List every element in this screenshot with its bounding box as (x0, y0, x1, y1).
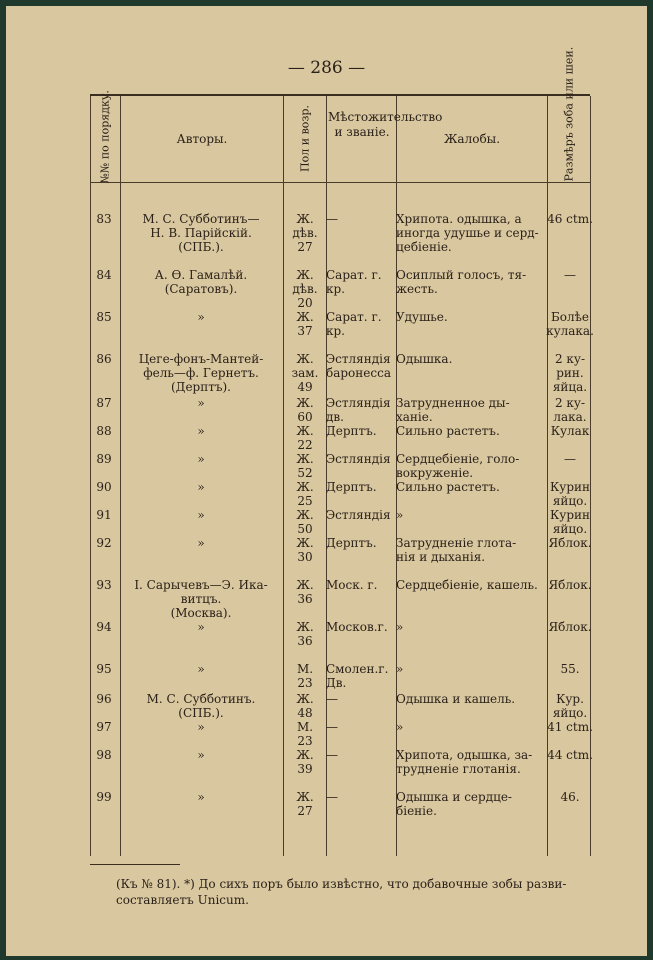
complaint-cell: Сильно растетъ. (396, 480, 500, 494)
complaint-cell: » (396, 620, 404, 634)
row-number: 86 (96, 352, 112, 366)
header-sex-age: Пол и возр. (298, 105, 312, 172)
place-cell: — (326, 790, 338, 804)
size-cell: — (564, 452, 576, 466)
complaint-cell: » (396, 720, 404, 734)
author-cell: » (197, 536, 205, 550)
row-number: 96 (96, 692, 112, 706)
header-authors: Авторы. (176, 132, 228, 146)
size-cell: 44 ctm. (547, 748, 593, 762)
complaint-cell: Одышка. (396, 352, 453, 366)
complaint-cell: Хрипота, одышка, за- трудненіе глотанія. (396, 748, 533, 776)
place-cell: — (326, 212, 338, 226)
row-number: 89 (96, 452, 112, 466)
sex-age-cell: Ж. 37 (296, 310, 314, 338)
row-number: 83 (96, 212, 112, 226)
complaint-cell: Осиплый голосъ, тя- жесть. (396, 268, 527, 296)
author-cell: » (197, 310, 205, 324)
sex-age-cell: М. 23 (296, 720, 314, 748)
complaint-cell: Сильно растетъ. (396, 424, 500, 438)
size-cell: 2 ку- лака. (553, 396, 587, 424)
header-rule (90, 182, 590, 183)
sex-age-cell: Ж. 25 (296, 480, 314, 508)
author-cell: » (197, 424, 205, 438)
sex-age-cell: Ж. 36 (296, 620, 314, 648)
place-cell: Дерптъ. (326, 536, 377, 550)
complaint-cell: Одышка и сердце- біеніе. (396, 790, 512, 818)
complaint-cell: » (396, 508, 404, 522)
sex-age-cell: Ж. зам. 49 (291, 352, 319, 394)
author-cell: » (197, 396, 205, 410)
header-place: Мѣстожительство и званіе. (328, 110, 443, 139)
size-cell: 46. (560, 790, 580, 804)
row-number: 95 (96, 662, 112, 676)
row-number: 90 (96, 480, 112, 494)
header-num: №№ по порядку. (98, 90, 112, 184)
place-cell: Сарат. г. кр. (326, 310, 382, 338)
row-number: 94 (96, 620, 112, 634)
complaint-cell: Одышка и кашель. (396, 692, 516, 706)
sex-age-cell: Ж. 60 (296, 396, 314, 424)
sex-age-cell: Ж. 39 (296, 748, 314, 776)
column-divider (90, 96, 91, 856)
size-cell: Яблок. (548, 536, 592, 550)
column-divider (283, 96, 284, 856)
author-cell: М. С. Субботинъ— Н. В. Парійскій. (СПБ.). (142, 212, 260, 254)
place-cell: Сарат. г. кр. (326, 268, 382, 296)
author-cell: » (197, 748, 205, 762)
size-cell: 46 ctm. (547, 212, 593, 226)
complaint-cell: Сердцебіеніе, кашель. (396, 578, 538, 592)
author-cell: I. Сарычевъ—Э. Ика- витцъ. (Москва). (134, 578, 268, 620)
place-cell: Эстляндія баронесса (326, 352, 391, 380)
size-cell: Кур. яйцо. (552, 692, 588, 720)
column-divider (326, 96, 327, 856)
document-page (6, 6, 647, 956)
sex-age-cell: Ж. 50 (296, 508, 314, 536)
size-cell: 41 ctm. (547, 720, 593, 734)
author-cell: М. С. Субботинъ. (СПБ.). (146, 692, 256, 720)
author-cell: » (197, 508, 205, 522)
top-rule (90, 94, 590, 96)
place-cell: — (326, 748, 338, 762)
size-cell: Курин яйцо. (549, 480, 591, 508)
row-number: 97 (96, 720, 112, 734)
author-cell: » (197, 452, 205, 466)
place-cell: Эстляндія дв. (326, 396, 391, 424)
place-cell: — (326, 692, 338, 706)
sex-age-cell: Ж. 36 (296, 578, 314, 606)
row-number: 87 (96, 396, 112, 410)
complaint-cell: Хрипота. одышка, а иногда удушье и серд- цебіеніе. (396, 212, 539, 254)
author-cell: » (197, 480, 205, 494)
column-divider (590, 96, 591, 856)
page-number: — 286 — (287, 58, 366, 78)
header-complaints: Жалобы. (443, 132, 501, 146)
place-cell: Эстляндія (326, 508, 391, 522)
size-cell: Кулак (550, 424, 590, 438)
sex-age-cell: Ж. 22 (296, 424, 314, 452)
author-cell: » (197, 620, 205, 634)
complaint-cell: Затрудненное ды- ханіе. (396, 396, 510, 424)
author-cell: А. Ѳ. Гамалѣй. (Саратовъ). (154, 268, 248, 296)
place-cell: Моск. г. (326, 578, 378, 592)
place-cell: Эстляндія (326, 452, 391, 466)
sex-age-cell: Ж. 52 (296, 452, 314, 480)
sex-age-cell: Ж. 27 (296, 790, 314, 818)
footnote: (Къ № 81). *) До сихъ поръ было извѣстно, что добавочные зобы разви- составляетъ Unicum. (116, 877, 567, 907)
sex-age-cell: М. 23 (296, 662, 314, 690)
column-divider (547, 96, 548, 856)
place-cell: Дерптъ. (326, 480, 377, 494)
complaint-cell: » (396, 662, 404, 676)
column-divider (120, 96, 121, 856)
place-cell: — (326, 720, 338, 734)
sex-age-cell: Ж. 30 (296, 536, 314, 564)
size-cell: Яблок. (548, 578, 592, 592)
complaint-cell: Удушье. (396, 310, 448, 324)
complaint-cell: Сердцебіеніе, голо- вокруженіе. (396, 452, 520, 480)
row-number: 98 (96, 748, 112, 762)
row-number: 91 (96, 508, 112, 522)
author-cell: Цеге-фонъ-Мантей- фель—ф. Гернетъ. (Дерптъ). (138, 352, 264, 394)
row-number: 88 (96, 424, 112, 438)
footnote-rule (90, 864, 180, 865)
sex-age-cell: Ж. дѣв. 27 (292, 212, 318, 254)
author-cell: » (197, 662, 205, 676)
author-cell: » (197, 790, 205, 804)
sex-age-cell: Ж. дѣв. 20 (292, 268, 318, 310)
row-number: 93 (96, 578, 112, 592)
size-cell: Яблок. (548, 620, 592, 634)
size-cell: 55. (560, 662, 580, 676)
sex-age-cell: Ж. 48 (296, 692, 314, 720)
row-number: 99 (96, 790, 112, 804)
size-cell: 2 ку- рин. яйца. (552, 352, 588, 394)
size-cell: Курин яйцо. (549, 508, 591, 536)
place-cell: Дерптъ. (326, 424, 377, 438)
row-number: 84 (96, 268, 112, 282)
header-size: Размѣръ зоба или шеи. (562, 46, 576, 182)
size-cell: — (564, 268, 576, 282)
author-cell: » (197, 720, 205, 734)
place-cell: Москов.г. (326, 620, 388, 634)
complaint-cell: Затрудненіе глота- нія и дыханія. (396, 536, 517, 564)
row-number: 92 (96, 536, 112, 550)
row-number: 85 (96, 310, 112, 324)
place-cell: Смолен.г. Дв. (326, 662, 389, 690)
size-cell: Болѣе кулака. (546, 310, 594, 338)
